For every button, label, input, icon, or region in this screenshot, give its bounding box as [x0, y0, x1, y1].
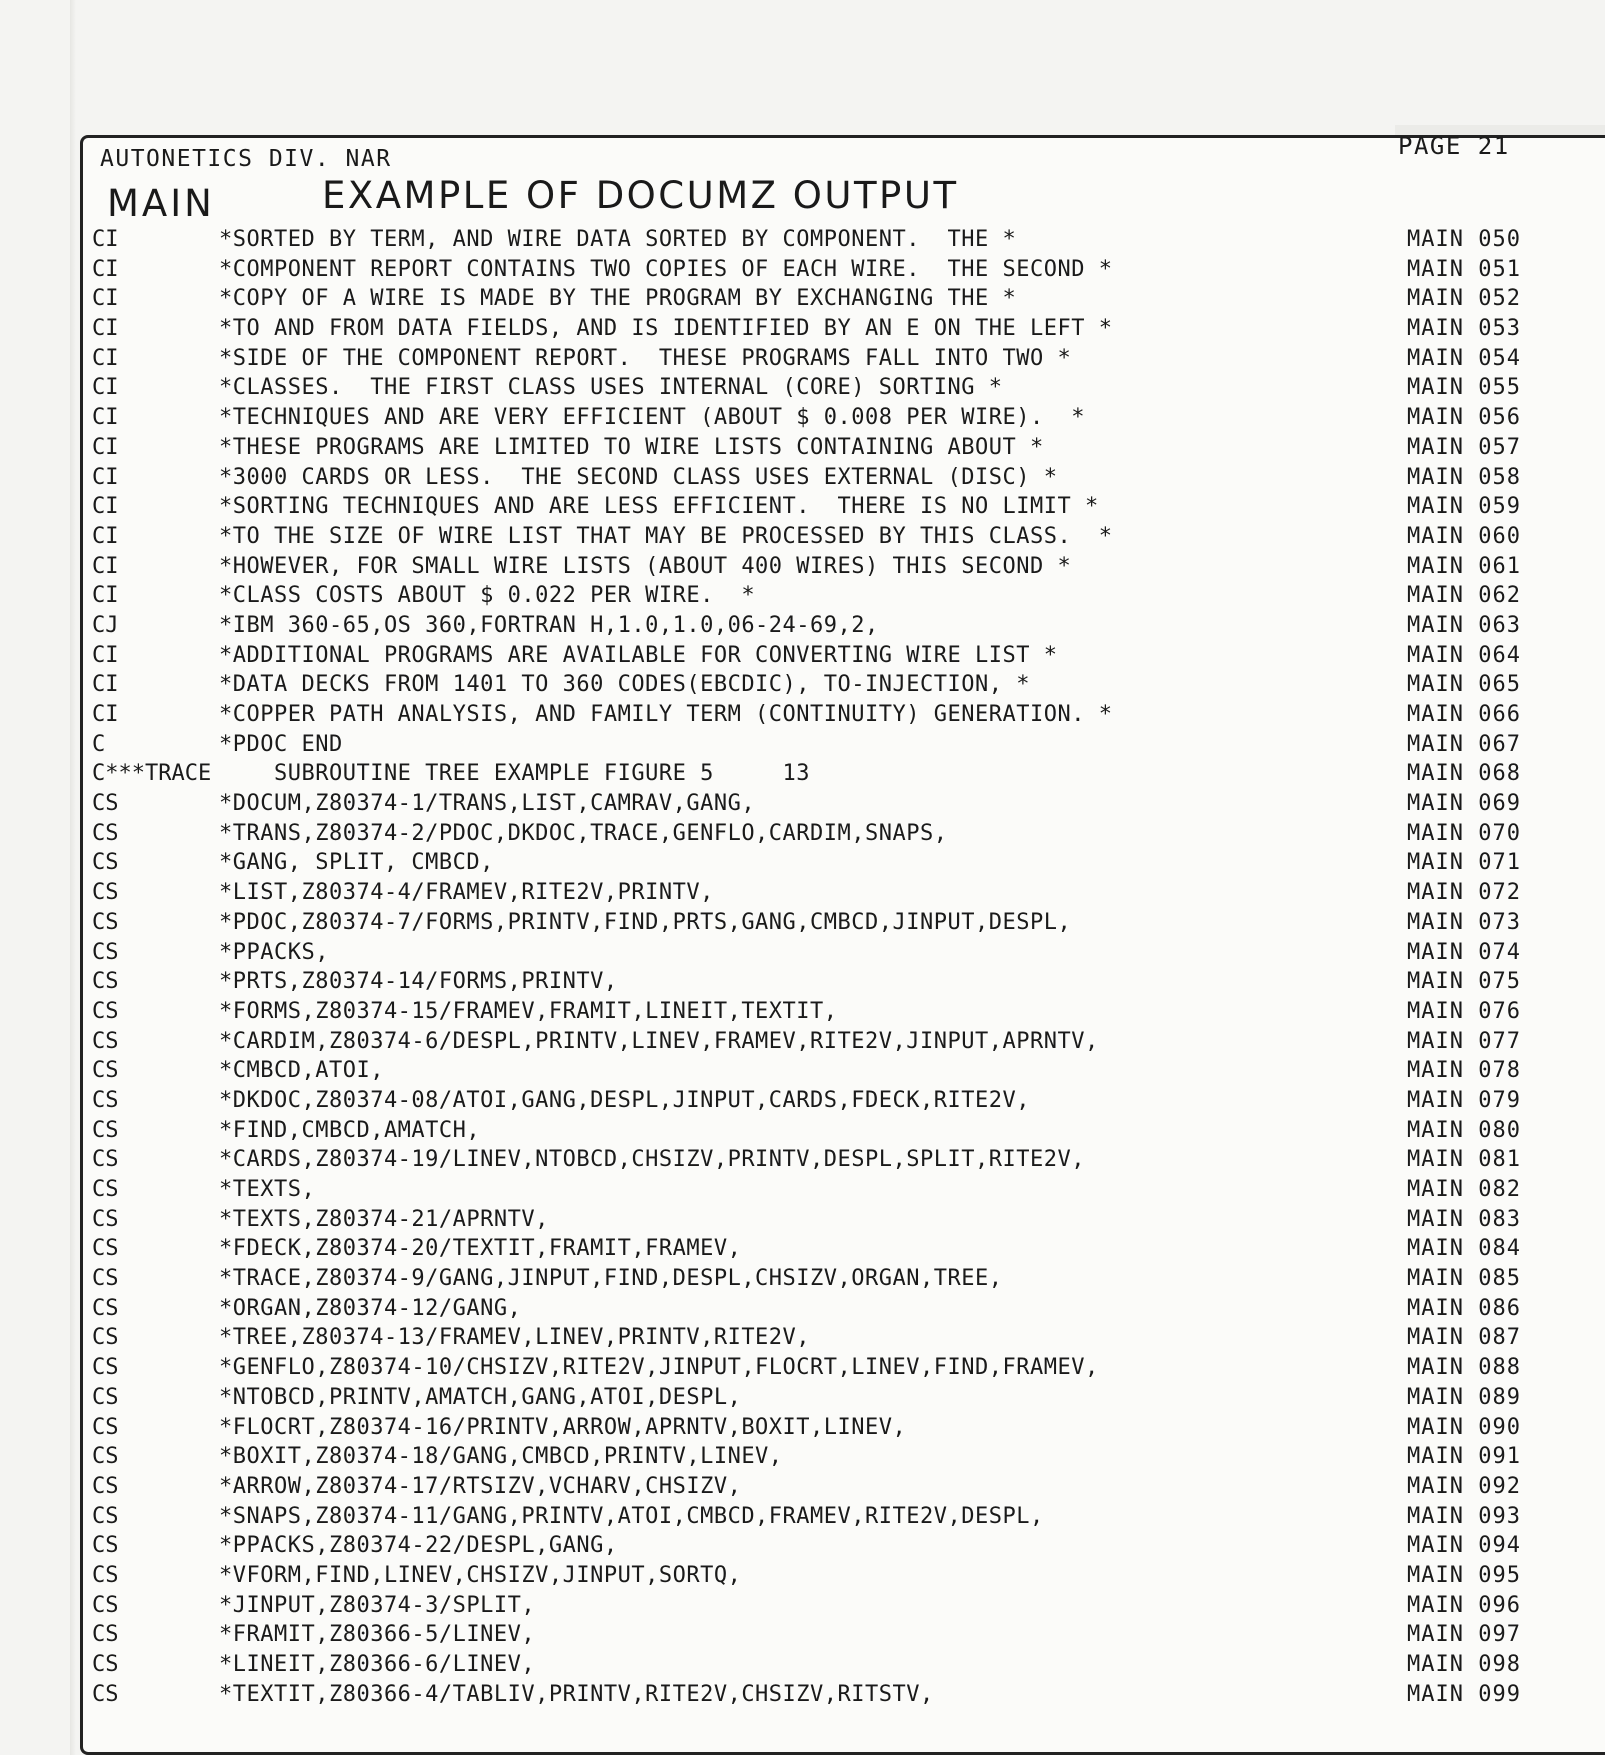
row-code: CS [92, 1384, 119, 1410]
row-sequence: MAIN 067 [1407, 731, 1521, 757]
row-code: CI [92, 553, 119, 579]
row-text: *SIDE OF THE COMPONENT REPORT. THESE PROGRAMS FALL INTO TWO * [219, 345, 1072, 371]
row-text: *TO THE SIZE OF WIRE LIST THAT MAY BE PROCESSED BY THIS CLASS. * [219, 523, 1113, 549]
row-sequence: MAIN 059 [1407, 494, 1521, 520]
row-code: CS [92, 1147, 119, 1173]
row-text: *PDOC END [219, 731, 343, 757]
row-sequence: MAIN 064 [1407, 642, 1521, 668]
row-text: *TRACE,Z80374-9/GANG,JINPUT,FIND,DESPL,CHSIZV,ORGAN,TREE, [219, 1266, 1003, 1292]
row-sequence: MAIN 050 [1407, 227, 1521, 252]
row-sequence: MAIN 065 [1407, 672, 1521, 698]
row-code: CS [92, 939, 119, 965]
row-sequence: MAIN 061 [1407, 553, 1521, 579]
row-sequence: MAIN 091 [1407, 1444, 1521, 1470]
listing-row [92, 1027, 1557, 1057]
row-text: *PDOC,Z80374-7/FORMS,PRINTV,FIND,PRTS,GANG,CMBCD,JINPUT,DESPL, [219, 909, 1072, 935]
row-text: *LIST,Z80374-4/FRAMEV,RITE2V,PRINTV, [219, 880, 714, 906]
listing-row [92, 552, 1557, 582]
row-sequence: MAIN 093 [1407, 1503, 1521, 1529]
row-sequence: MAIN 099 [1407, 1681, 1521, 1707]
row-sequence: MAIN 089 [1407, 1384, 1521, 1410]
row-code: CS [92, 1266, 119, 1292]
row-text: *TRANS,Z80374-2/PDOC,DKDOC,TRACE,GENFLO,CARDIM,SNAPS, [219, 820, 948, 846]
listing-row [92, 908, 1557, 938]
row-code: CS [92, 1087, 119, 1113]
row-text: *HOWEVER, FOR SMALL WIRE LISTS (ABOUT 400 WIRES) THIS SECOND * [219, 553, 1072, 579]
row-code: CI [92, 316, 119, 342]
listing-row [92, 373, 1557, 403]
row-sequence: MAIN 094 [1407, 1533, 1521, 1559]
row-sequence: MAIN 071 [1407, 850, 1521, 876]
program-listing [92, 225, 1557, 1709]
row-text: *CLASS COSTS ABOUT $ 0.022 PER WIRE. * [219, 583, 756, 609]
page-edge [70, 0, 76, 1755]
row-sequence: MAIN 058 [1407, 464, 1521, 490]
row-code: CS [92, 1177, 119, 1202]
row-code: CS [92, 1355, 119, 1381]
row-text: *JINPUT,Z80374-3/SPLIT, [219, 1592, 536, 1618]
row-sequence: MAIN 069 [1407, 791, 1521, 817]
row-text: *TECHNIQUES AND ARE VERY EFFICIENT (ABOUT $ 0.008 PER WIRE). * [219, 405, 1085, 431]
listing-row [92, 1442, 1557, 1472]
row-text: *ARROW,Z80374-17/RTSIZV,VCHARV,CHSIZV, [219, 1473, 742, 1499]
listing-row [92, 284, 1557, 314]
row-text: *TEXTS,Z80374-21/APRNTV, [219, 1206, 549, 1232]
row-code: CI [92, 702, 119, 727]
row-sequence: MAIN 062 [1407, 583, 1521, 609]
row-text: *FDECK,Z80374-20/TEXTIT,FRAMIT,FRAMEV, [219, 1236, 742, 1262]
row-sequence: MAIN 076 [1407, 998, 1521, 1024]
listing-row [92, 522, 1557, 552]
page-number: PAGE 21 [1398, 132, 1510, 160]
row-text: SUBROUTINE TREE EXAMPLE FIGURE 5 13 [219, 761, 811, 787]
row-text: *FIND,CMBCD,AMATCH, [219, 1117, 481, 1143]
listing-row [92, 1056, 1557, 1086]
listing-row [92, 225, 1557, 255]
listing-row [92, 1620, 1557, 1650]
row-sequence: MAIN 096 [1407, 1592, 1521, 1618]
listing-row [92, 670, 1557, 700]
row-sequence: MAIN 073 [1407, 909, 1521, 935]
row-text: *COPY OF A WIRE IS MADE BY THE PROGRAM BY EXCHANGING THE * [219, 286, 1017, 312]
listing-row [92, 759, 1557, 789]
row-text: *DOCUM,Z80374-1/TRANS,LIST,CAMRAV,GANG, [219, 791, 756, 817]
row-text: *BOXIT,Z80374-18/GANG,CMBCD,PRINTV,LINEV, [219, 1444, 783, 1470]
row-code: CS [92, 1622, 119, 1648]
listing-row [92, 1353, 1557, 1383]
row-code: CS [92, 1236, 119, 1262]
row-sequence: MAIN 092 [1407, 1473, 1521, 1499]
row-text: *FORMS,Z80374-15/FRAMEV,FRAMIT,LINEIT,TEXTIT, [219, 998, 838, 1024]
listing-row [92, 938, 1557, 968]
row-code: CI [92, 227, 119, 252]
row-code: CS [92, 969, 119, 995]
listing-row [92, 1264, 1557, 1294]
row-text: *PRTS,Z80374-14/FORMS,PRINTV, [219, 969, 618, 995]
listing-row [92, 967, 1557, 997]
row-sequence: MAIN 056 [1407, 405, 1521, 431]
listing-row [92, 789, 1557, 819]
listing-row [92, 641, 1557, 671]
row-text: *THESE PROGRAMS ARE LIMITED TO WIRE LISTS CONTAINING ABOUT * [219, 434, 1044, 460]
row-text: *CARDS,Z80374-19/LINEV,NTOBCD,CHSIZV,PRINTV,DESPL,SPLIT,RITE2V, [219, 1147, 1085, 1173]
row-code: CI [92, 494, 119, 520]
row-code: CS [92, 1592, 119, 1618]
row-code: CS [92, 909, 119, 935]
listing-row [92, 1472, 1557, 1502]
listing-row [92, 344, 1557, 374]
row-code: CI [92, 583, 119, 609]
program-name: MAIN [107, 182, 215, 225]
row-code: CS [92, 880, 119, 906]
row-sequence: MAIN 077 [1407, 1028, 1521, 1054]
row-code: CS [92, 1206, 119, 1232]
page-title: EXAMPLE OF DOCUMZ OUTPUT [322, 174, 959, 217]
row-sequence: MAIN 079 [1407, 1087, 1521, 1113]
listing-row [92, 1502, 1557, 1532]
row-code: CS [92, 1058, 119, 1084]
listing-row [92, 1294, 1557, 1324]
listing-row [92, 1591, 1557, 1621]
row-text: *TO AND FROM DATA FIELDS, AND IS IDENTIFIED BY AN E ON THE LEFT * [219, 316, 1113, 342]
row-text: *DKDOC,Z80374-08/ATOI,GANG,DESPL,JINPUT,CARDS,FDECK,RITE2V, [219, 1087, 1030, 1113]
row-sequence: MAIN 083 [1407, 1206, 1521, 1232]
listing-row [92, 1561, 1557, 1591]
row-text: *SORTING TECHNIQUES AND ARE LESS EFFICIENT. THERE IS NO LIMIT * [219, 494, 1099, 520]
row-code: CS [92, 1652, 119, 1677]
row-code: CS [92, 1562, 119, 1588]
row-text: *TEXTIT,Z80366-4/TABLIV,PRINTV,RITE2V,CHSIZV,RITSTV, [219, 1681, 934, 1707]
row-text: *DATA DECKS FROM 1401 TO 360 CODES(EBCDIC), TO-INJECTION, * [219, 672, 1030, 698]
listing-row [92, 314, 1557, 344]
row-code: CS [92, 791, 119, 817]
row-sequence: MAIN 078 [1407, 1058, 1521, 1084]
listing-row [92, 700, 1557, 730]
row-sequence: MAIN 072 [1407, 880, 1521, 906]
listing-row [92, 730, 1557, 760]
row-sequence: MAIN 070 [1407, 820, 1521, 846]
row-code: CI [92, 256, 119, 282]
listing-row [92, 997, 1557, 1027]
row-text: *3000 CARDS OR LESS. THE SECOND CLASS USES EXTERNAL (DISC) * [219, 464, 1058, 490]
row-code: CI [92, 642, 119, 668]
row-text: *PPACKS, [219, 939, 329, 965]
listing-row [92, 819, 1557, 849]
row-text: *TEXTS, [219, 1177, 316, 1202]
row-text: *TREE,Z80374-13/FRAMEV,LINEV,PRINTV,RITE2V, [219, 1325, 811, 1351]
row-code: CI [92, 464, 119, 490]
row-sequence: MAIN 095 [1407, 1562, 1521, 1588]
row-code: CS [92, 1681, 119, 1707]
row-sequence: MAIN 074 [1407, 939, 1521, 965]
row-sequence: MAIN 098 [1407, 1652, 1521, 1677]
row-text: *CLASSES. THE FIRST CLASS USES INTERNAL (CORE) SORTING * [219, 375, 1003, 401]
row-sequence: MAIN 053 [1407, 316, 1521, 342]
row-sequence: MAIN 054 [1407, 345, 1521, 371]
row-sequence: MAIN 097 [1407, 1622, 1521, 1648]
row-code: CS [92, 1028, 119, 1054]
row-sequence: MAIN 057 [1407, 434, 1521, 460]
row-code: CS [92, 1473, 119, 1499]
row-sequence: MAIN 080 [1407, 1117, 1521, 1143]
listing-row [92, 1383, 1557, 1413]
row-sequence: MAIN 088 [1407, 1355, 1521, 1381]
row-code: C [92, 731, 106, 757]
row-sequence: MAIN 068 [1407, 761, 1521, 787]
organization-header: AUTONETICS DIV. NAR [100, 146, 392, 172]
row-text: *COPPER PATH ANALYSIS, AND FAMILY TERM (CONTINUITY) GENERATION. * [219, 702, 1113, 727]
listing-row [92, 492, 1557, 522]
row-code: CI [92, 405, 119, 431]
row-sequence: MAIN 082 [1407, 1177, 1521, 1202]
row-code: CS [92, 1533, 119, 1559]
row-sequence: MAIN 084 [1407, 1236, 1521, 1262]
row-code: CJ [92, 612, 119, 638]
listing-row [92, 848, 1557, 878]
row-sequence: MAIN 063 [1407, 612, 1521, 638]
row-sequence: MAIN 086 [1407, 1295, 1521, 1321]
row-text: *LINEIT,Z80366-6/LINEV, [219, 1652, 536, 1677]
row-code: CS [92, 1325, 119, 1351]
listing-row [92, 1145, 1557, 1175]
row-text: *PPACKS,Z80374-22/DESPL,GANG, [219, 1533, 618, 1559]
row-text: *GANG, SPLIT, CMBCD, [219, 850, 494, 876]
row-text: *SNAPS,Z80374-11/GANG,PRINTV,ATOI,CMBCD,FRAMEV,RITE2V,DESPL, [219, 1503, 1044, 1529]
listing-row [92, 1086, 1557, 1116]
row-code: CS [92, 998, 119, 1024]
row-sequence: MAIN 052 [1407, 286, 1521, 312]
row-code: CI [92, 286, 119, 312]
row-sequence: MAIN 051 [1407, 256, 1521, 282]
row-text: *FLOCRT,Z80374-16/PRINTV,ARROW,APRNTV,BOXIT,LINEV, [219, 1414, 907, 1440]
row-sequence: MAIN 055 [1407, 375, 1521, 401]
row-code: CI [92, 375, 119, 401]
row-text: *VFORM,FIND,LINEV,CHSIZV,JINPUT,SORTQ, [219, 1562, 742, 1588]
listing-row [92, 1531, 1557, 1561]
listing-row [92, 581, 1557, 611]
row-code: CI [92, 672, 119, 698]
row-code: CS [92, 1503, 119, 1529]
row-text: *NTOBCD,PRINTV,AMATCH,GANG,ATOI,DESPL, [219, 1384, 742, 1410]
row-code: CS [92, 850, 119, 876]
row-code: CS [92, 1295, 119, 1321]
row-sequence: MAIN 081 [1407, 1147, 1521, 1173]
row-code: C***TRACE [92, 761, 212, 787]
row-sequence: MAIN 060 [1407, 523, 1521, 549]
row-text: *SORTED BY TERM, AND WIRE DATA SORTED BY COMPONENT. THE * [219, 227, 1017, 252]
row-text: *IBM 360-65,OS 360,FORTRAN H,1.0,1.0,06-24-69,2, [219, 612, 879, 638]
row-sequence: MAIN 090 [1407, 1414, 1521, 1440]
listing-row [92, 1413, 1557, 1443]
listing-row [92, 1116, 1557, 1146]
listing-row [92, 611, 1557, 641]
row-code: CI [92, 523, 119, 549]
row-sequence: MAIN 085 [1407, 1266, 1521, 1292]
row-text: *CMBCD,ATOI, [219, 1058, 384, 1084]
row-code: CI [92, 434, 119, 460]
row-sequence: MAIN 066 [1407, 702, 1521, 727]
listing-row [92, 463, 1557, 493]
listing-row [92, 255, 1557, 285]
row-sequence: MAIN 087 [1407, 1325, 1521, 1351]
listing-row [92, 403, 1557, 433]
row-text: *GENFLO,Z80374-10/CHSIZV,RITE2V,JINPUT,FLOCRT,LINEV,FIND,FRAMEV, [219, 1355, 1099, 1381]
listing-row [92, 1234, 1557, 1264]
listing-row [92, 878, 1557, 908]
row-sequence: MAIN 075 [1407, 969, 1521, 995]
listing-row [92, 433, 1557, 463]
row-text: *ADDITIONAL PROGRAMS ARE AVAILABLE FOR CONVERTING WIRE LIST * [219, 642, 1058, 668]
listing-row [92, 1175, 1557, 1205]
row-text: *CARDIM,Z80374-6/DESPL,PRINTV,LINEV,FRAMEV,RITE2V,JINPUT,APRNTV, [219, 1028, 1099, 1054]
listing-row [92, 1323, 1557, 1353]
row-text: *COMPONENT REPORT CONTAINS TWO COPIES OF EACH WIRE. THE SECOND * [219, 256, 1113, 282]
row-code: CS [92, 1444, 119, 1470]
row-text: *ORGAN,Z80374-12/GANG, [219, 1295, 522, 1321]
listing-row [92, 1680, 1557, 1710]
row-text: *FRAMIT,Z80366-5/LINEV, [219, 1622, 536, 1648]
listing-row [92, 1205, 1557, 1235]
row-code: CS [92, 820, 119, 846]
row-code: CS [92, 1414, 119, 1440]
listing-row [92, 1650, 1557, 1680]
row-code: CS [92, 1117, 119, 1143]
row-code: CI [92, 345, 119, 371]
